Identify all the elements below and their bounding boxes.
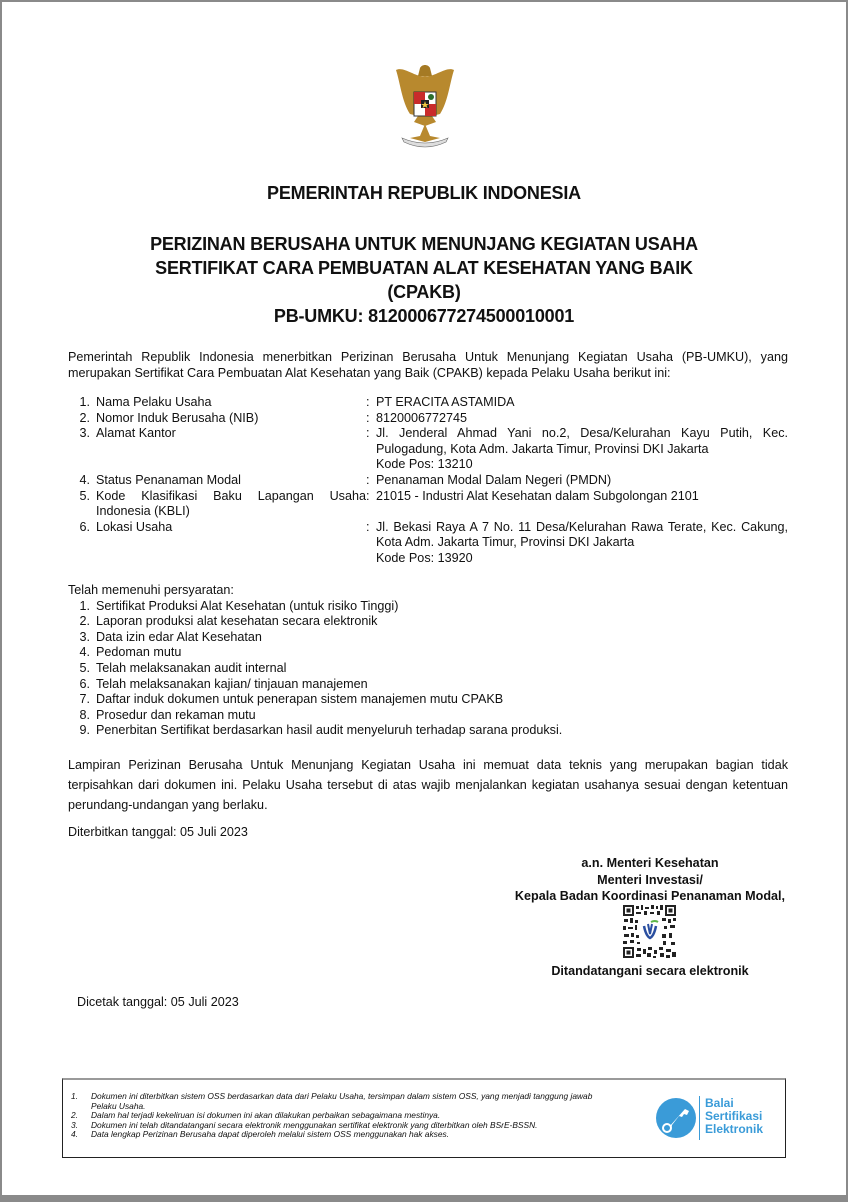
requirement-item xyxy=(68,723,788,739)
printed-date: Dicetak tanggal: 05 Juli 2023 xyxy=(77,995,239,1009)
field-value xyxy=(366,426,788,473)
qr-code-icon[interactable] xyxy=(622,904,677,959)
note-number: 2. xyxy=(71,1110,78,1121)
requirement-text: Sertifikat Produksi Alat Kesehatan (untuk risiko Tinggi) xyxy=(96,598,399,613)
requirement-item xyxy=(68,708,788,724)
closing-line: perundang-undangan yang berlaku. xyxy=(68,798,268,812)
footer-notes xyxy=(71,1092,641,1140)
note-line: Dokumen ini diterbitkan sistem OSS berdasarkan data dari Pelaku Usaha, tersimpan dalam sistem OSS, yang menjadi tanggung jawab xyxy=(91,1091,593,1101)
requirement-text: Telah melaksanakan kajian/ tinjauan manajemen xyxy=(96,676,368,691)
colon: : xyxy=(366,472,370,487)
signatory-line: a.n. Menteri Kesehatan xyxy=(581,856,719,870)
bsre-logo-text xyxy=(705,1097,763,1136)
requirement-text: Penerbitan Sertifikat berdasarkan hasil audit menyeluruh terhadap sarana produksi. xyxy=(96,723,563,738)
value-line: 8120006772745 xyxy=(376,410,468,425)
note-number: 4. xyxy=(71,1129,78,1140)
field-label: Nomor Induk Berusaha (NIB) xyxy=(96,410,259,425)
footer-note xyxy=(71,1130,641,1140)
requirement-text: Daftar induk dokumen untuk penerapan sistem manajemen mutu CPAKB xyxy=(96,692,504,707)
requirements-section xyxy=(68,583,788,739)
value-line: Kota Adm. Jakarta Timur, Provinsi DKI Jakarta xyxy=(376,535,635,550)
intro-line: merupakan Sertifikat Cara Pembuatan Alat Kesehatan yang Baik (CPAKB) kepada Pelaku Usaha berikut ini: xyxy=(68,366,671,380)
colon: : xyxy=(366,488,370,503)
note-number: 1. xyxy=(71,1091,78,1101)
field-value xyxy=(366,411,788,427)
title-line: PERIZINAN BERUSAHA UNTUK MENUNJANG KEGIATAN USAHA xyxy=(150,234,698,254)
requirement-text: Laporan produksi alat kesehatan secara elektronik xyxy=(96,614,378,629)
intro-paragraph xyxy=(68,349,788,381)
colon: : xyxy=(366,519,370,534)
requirement-text: Prosedur dan rekaman mutu xyxy=(96,707,256,722)
signature-block xyxy=(500,855,800,905)
title-line: (CPAKB) xyxy=(387,282,461,302)
requirement-item xyxy=(68,599,788,615)
field-label: Lokasi Usaha xyxy=(96,519,173,534)
business-fields xyxy=(68,395,788,567)
requirement-number: 3. xyxy=(79,629,90,644)
closing-paragraph xyxy=(68,755,788,815)
requirement-number: 5. xyxy=(79,660,90,675)
note-text: Dokumen ini telah ditandatangani secara elektronik menggunakan sertifikat elektronik yang diterbitkan oleh BSrE-BSSN. xyxy=(91,1119,538,1130)
colon: : xyxy=(366,410,370,425)
footer-note xyxy=(71,1092,641,1111)
requirement-item xyxy=(68,630,788,646)
closing-line: terpisahkan dari dokumen ini. Pelaku Usaha tersebut di atas wajib menjalankan kegiatan usahanya sesuai dengan ketentuan xyxy=(68,778,788,792)
label-line: Indonesia (KBLI) xyxy=(96,504,190,519)
government-heading: PEMERINTAH REPUBLIK INDONESIA xyxy=(267,183,581,203)
footer-notes-box xyxy=(62,1078,786,1158)
colon: : xyxy=(366,426,370,441)
field-number: 5. xyxy=(79,488,90,503)
requirement-number: 6. xyxy=(79,676,90,691)
note-text: Dalam hal terjadi kekeliruan isi dokumen ini akan dilakukan perbaikan sebagaimana mestinya. xyxy=(91,1110,441,1121)
field-value xyxy=(366,395,788,411)
field-value xyxy=(366,489,788,520)
requirement-number: 9. xyxy=(79,723,90,738)
value-line: Pulogadung, Kota Adm. Jakarta Timur, Provinsi DKI Jakarta xyxy=(376,441,709,456)
garuda-emblem-icon xyxy=(392,62,458,154)
logo-divider xyxy=(699,1096,700,1140)
field-row xyxy=(68,411,788,427)
field-label: Nama Pelaku Usaha xyxy=(96,395,212,409)
certificate-title xyxy=(0,232,848,328)
requirements-heading: Telah memenuhi persyaratan: xyxy=(68,583,234,597)
value-line: Kode Pos: 13210 xyxy=(376,457,473,472)
field-row xyxy=(68,426,788,473)
field-label: Status Penanaman Modal xyxy=(96,472,241,487)
value-line: Jl. Bekasi Raya A 7 No. 11 Desa/Kelurahan Rawa Terate, Kec. Cakung, xyxy=(376,519,788,534)
title-line: SERTIFIKAT CARA PEMBUATAN ALAT KESEHATAN YANG BAIK xyxy=(155,258,693,278)
field-number: 4. xyxy=(79,472,90,487)
closing-line: Lampiran Perizinan Berusaha Untuk Menunjang Kegiatan Usaha ini memuat data teknis yang merupakan bagian tidak xyxy=(68,758,788,772)
signatory-line: Kepala Badan Koordinasi Penanaman Modal, xyxy=(514,889,786,903)
note-number: 3. xyxy=(71,1119,78,1130)
field-number: 6. xyxy=(79,519,90,534)
value-line: PT ERACITA ASTAMIDA xyxy=(376,395,515,409)
value-line: Jl. Jenderal Ahmad Yani no.2, Desa/Kelurahan Kayu Putih, Kec. xyxy=(376,426,788,441)
note-text: Data lengkap Perizinan Berusaha dapat diperoleh melalui sistem OSS menggunakan hak akses. xyxy=(91,1129,450,1140)
key-seal-icon xyxy=(655,1097,697,1139)
field-row xyxy=(68,395,788,411)
field-row xyxy=(68,520,788,567)
colon: : xyxy=(366,395,370,409)
field-number: 1. xyxy=(79,395,90,409)
bsre-logo xyxy=(653,1092,777,1148)
pb-umku-number: PB-UMKU: 812000677274500010001 xyxy=(273,306,575,326)
logo-line: Balai xyxy=(705,1096,734,1110)
issued-date: Diterbitkan tanggal: 05 Juli 2023 xyxy=(68,825,248,839)
requirement-text: Data izin edar Alat Kesehatan xyxy=(96,629,262,644)
logo-line: Elektronik xyxy=(705,1122,764,1136)
field-label: Alamat Kantor xyxy=(96,426,176,441)
requirement-text: Pedoman mutu xyxy=(96,645,182,660)
field-number: 3. xyxy=(79,426,90,441)
value-line: Kode Pos: 13920 xyxy=(376,550,473,565)
requirement-item xyxy=(68,645,788,661)
requirement-item xyxy=(68,677,788,693)
requirement-number: 4. xyxy=(79,645,90,660)
signatory-line: Menteri Investasi/ xyxy=(597,872,703,887)
value-line: Penanaman Modal Dalam Negeri (PMDN) xyxy=(376,472,612,487)
signed-electronically-label: Ditandatangani secara elektronik xyxy=(551,964,749,978)
intro-line: Pemerintah Republik Indonesia menerbitkan Perizinan Berusaha Untuk Menunjang Kegiatan Usaha (PB-UMKU), yang xyxy=(68,350,788,364)
field-row xyxy=(68,473,788,489)
note-text xyxy=(91,1092,592,1111)
field-label xyxy=(96,489,366,520)
requirement-item xyxy=(68,614,788,630)
requirement-number: 8. xyxy=(79,707,90,722)
logo-line: Sertifikasi xyxy=(705,1109,763,1123)
requirement-item xyxy=(68,692,788,708)
field-value xyxy=(366,520,788,567)
requirement-number: 2. xyxy=(79,614,90,629)
field-number: 2. xyxy=(79,410,90,425)
value-line: 21015 - Industri Alat Kesehatan dalam Subgolongan 2101 xyxy=(376,488,699,503)
requirement-number: 1. xyxy=(79,598,90,613)
field-value xyxy=(366,473,788,489)
requirement-text: Telah melaksanakan audit internal xyxy=(96,660,287,675)
field-row xyxy=(68,489,788,520)
label-line: Kode Klasifikasi Baku Lapangan Usaha xyxy=(96,488,366,503)
requirement-number: 7. xyxy=(79,692,90,707)
note-line: Pelaku Usaha. xyxy=(91,1100,146,1111)
requirement-item xyxy=(68,661,788,677)
